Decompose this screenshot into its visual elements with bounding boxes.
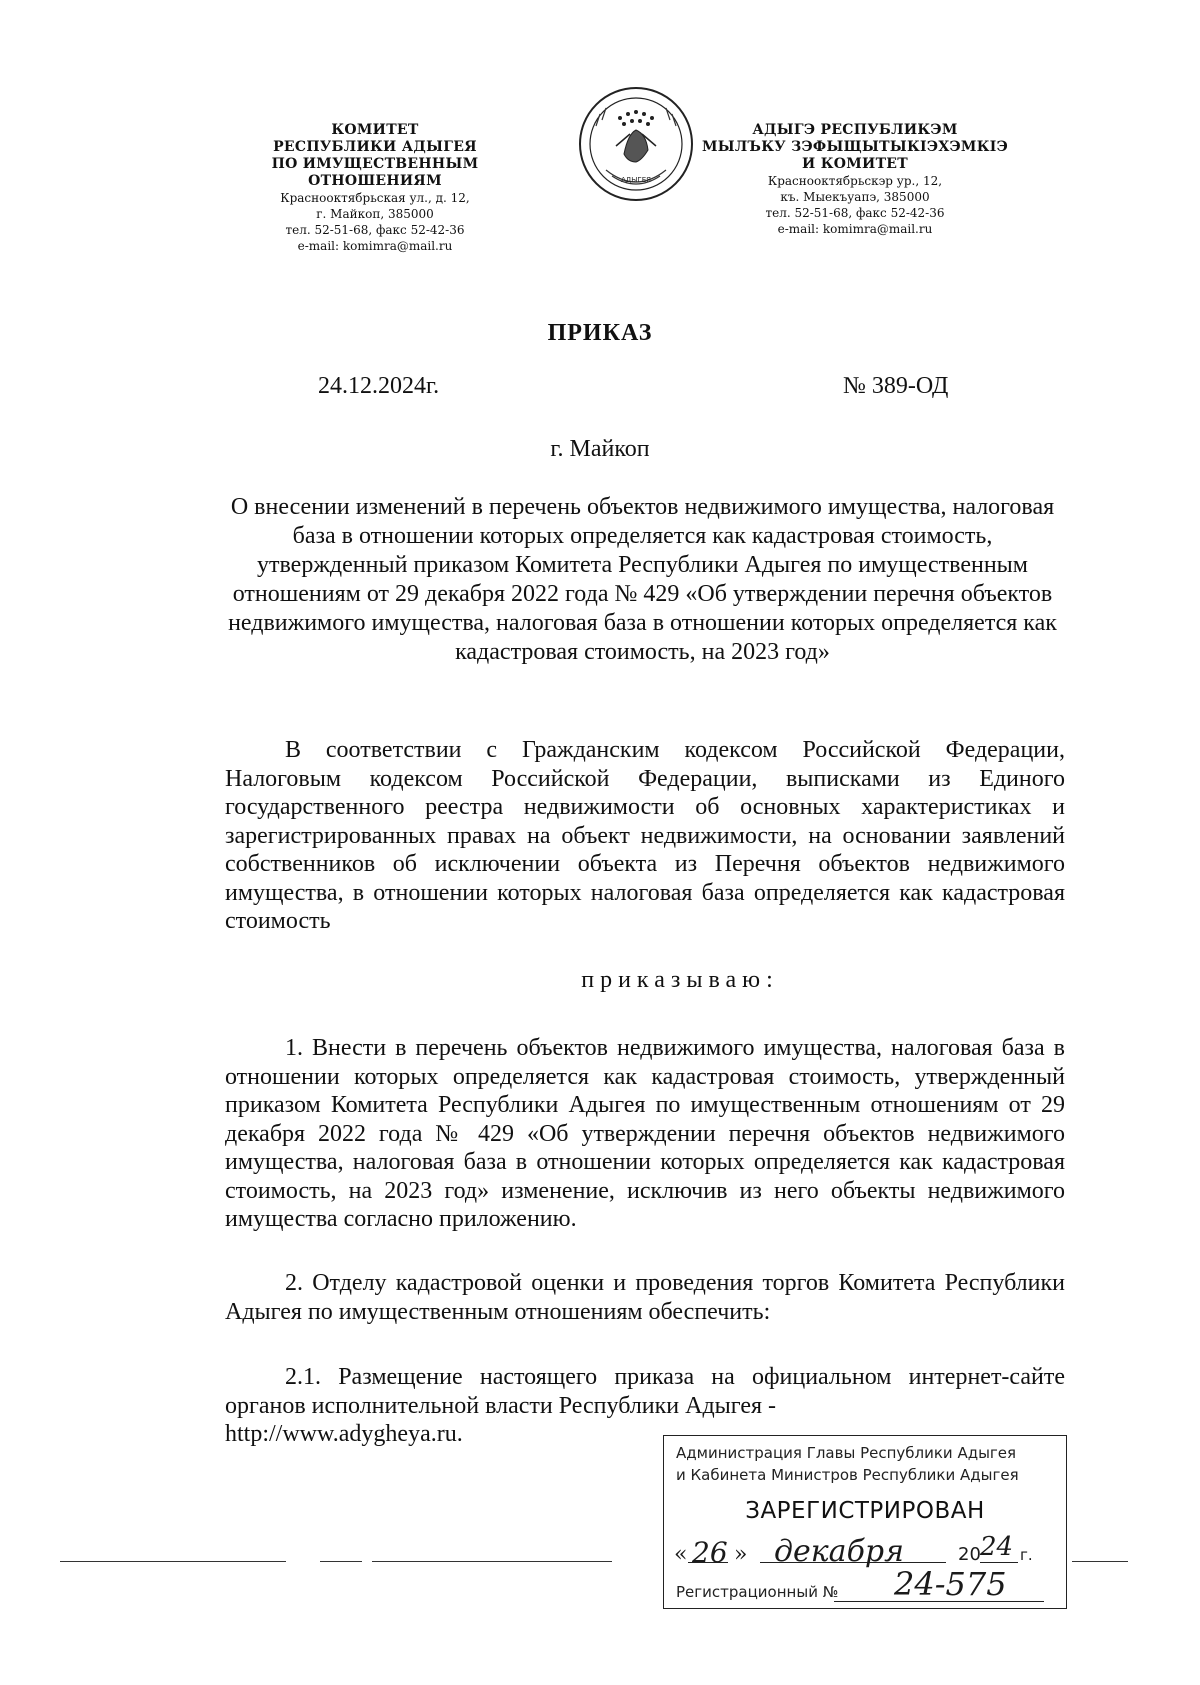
stamp-year-prefix: 20 [958,1544,981,1565]
item-2-paragraph: 2. Отделу кадастровой оценки и проведения торгов Комитета Республики Адыгея по имущественным отношениям обеспечить: [225,1270,1065,1325]
stamp-authority-line: Администрация Главы Республики Адыгея [676,1444,1017,1462]
stamp-year-mark: г. [1020,1546,1033,1564]
org-name-line: КОМИТЕТ [331,122,419,138]
stamp-authority-line: и Кабинета Министров Республики Адыгея [676,1466,1019,1484]
document-subject: О внесении изменений в перечень объектов недвижимого имущества, налоговая база в отношении которых определяется как кадастровая стоимость, утвержденный приказом Комитета Республики Адыгея по имущественным отношениям от 29 декабря 2022 года № 429 «Об утверждении перечня объектов недвижимого имущества, налоговая база в отношении которых определяется как кадастровая стоимость, на 2023 год» [228,494,1057,665]
phone-line: тел. 52-51-68, факс 52-42-36 [285,223,465,237]
website-link[interactable]: http://www.adygheya.ru. [225,1421,463,1447]
stamp-day-handwritten: 26 [692,1536,728,1569]
signature-line [320,1561,362,1562]
stamp-number-line [676,1565,1056,1605]
stamp-month-handwritten: декабря [774,1534,904,1569]
phone-line: тел. 52-51-68, факс 52-42-36 [765,206,945,220]
email-line: e-mail: komimra@mail.ru [777,222,933,236]
stamp-reg-label: Регистрационный № [676,1583,839,1601]
stamp-close-quote: » [734,1542,748,1567]
org-name-line: И КОМИТЕТ [802,156,908,172]
document-date: 24.12.2024г. [318,373,440,399]
address-line: Краснооктябрьская ул., д. 12, [280,191,470,205]
item-2-1-text: 2.1. Размещение настоящего приказа на официальном интернет-сайте органов исполнительной власти Республики Адыгея - [225,1364,1065,1419]
email-line: e-mail: komimra@mail.ru [297,239,453,253]
item-1-paragraph: 1. Внести в перечень объектов недвижимого имущества, налоговая база в отношении которых определяется как кадастровая стоимость, утвержденный приказом Комитета Республики Адыгея по имущественным отношениям от 29 декабря 2022 года № 429 «Об утверждении перечня объектов недвижимого имущества, налоговая база в отношении которых определяется как кадастровая стоимость, на 2023 год» изменение, исключив из него объекты недвижимого имущества согласно приложению. [225,1035,1065,1232]
year-underline [980,1562,1018,1563]
signature-line [372,1561,612,1562]
stamp-year-handwritten: 24 [980,1532,1014,1562]
header-left-block [205,122,545,254]
stamp-open-quote: « [674,1542,688,1567]
coat-of-arms-emblem [576,84,696,204]
stamp-status: ЗАРЕГИСТРИРОВАН [745,1498,985,1524]
document-number: № 389-ОД [843,373,949,399]
org-name-line: АДЫГЭ РЕСПУБЛИКЭМ [752,122,958,138]
org-name-line: МЫЛЪКУ ЗЭФЫЩЫТЫКІЭХЭМКІЭ [701,139,1009,155]
address-line: къ. Мыекъуапэ, 385000 [780,190,930,204]
org-name-line: ПО ИМУЩЕСТВЕННЫМ ОТНОШЕНИЯМ [271,156,479,189]
stamp-reg-number-handwritten: 24-575 [894,1565,1007,1603]
decree-word: приказываю: [581,967,779,993]
emblem-icon [576,84,696,204]
address-line: г. Майкоп, 385000 [316,207,434,221]
signature-line [1072,1561,1128,1562]
address-line: Краснооктябрьскэр ур., 12, [767,174,943,188]
signature-line [60,1561,286,1562]
svg-text:АДЫГЕЯ: АДЫГЕЯ [621,176,651,184]
document-city: г. Майкоп [550,436,650,462]
registration-stamp [663,1435,1067,1609]
document-title: ПРИКАЗ [547,320,653,346]
header-right-block [690,122,1020,237]
org-name-line: РЕСПУБЛИКИ АДЫГЕЯ [273,139,477,155]
basis-paragraph: В соответствии с Гражданским кодексом Российской Федерации, Налоговым кодексом Российской Федерации, выписками из Единого государственного реестра недвижимости об основных характеристиках и зарегистрированных правах на объект недвижимости, на основании заявлений собственников об исключении объекта из Перечня объектов недвижимого имущества, в отношении которых налоговая база определяется как кадастровая стоимость [225,737,1065,934]
